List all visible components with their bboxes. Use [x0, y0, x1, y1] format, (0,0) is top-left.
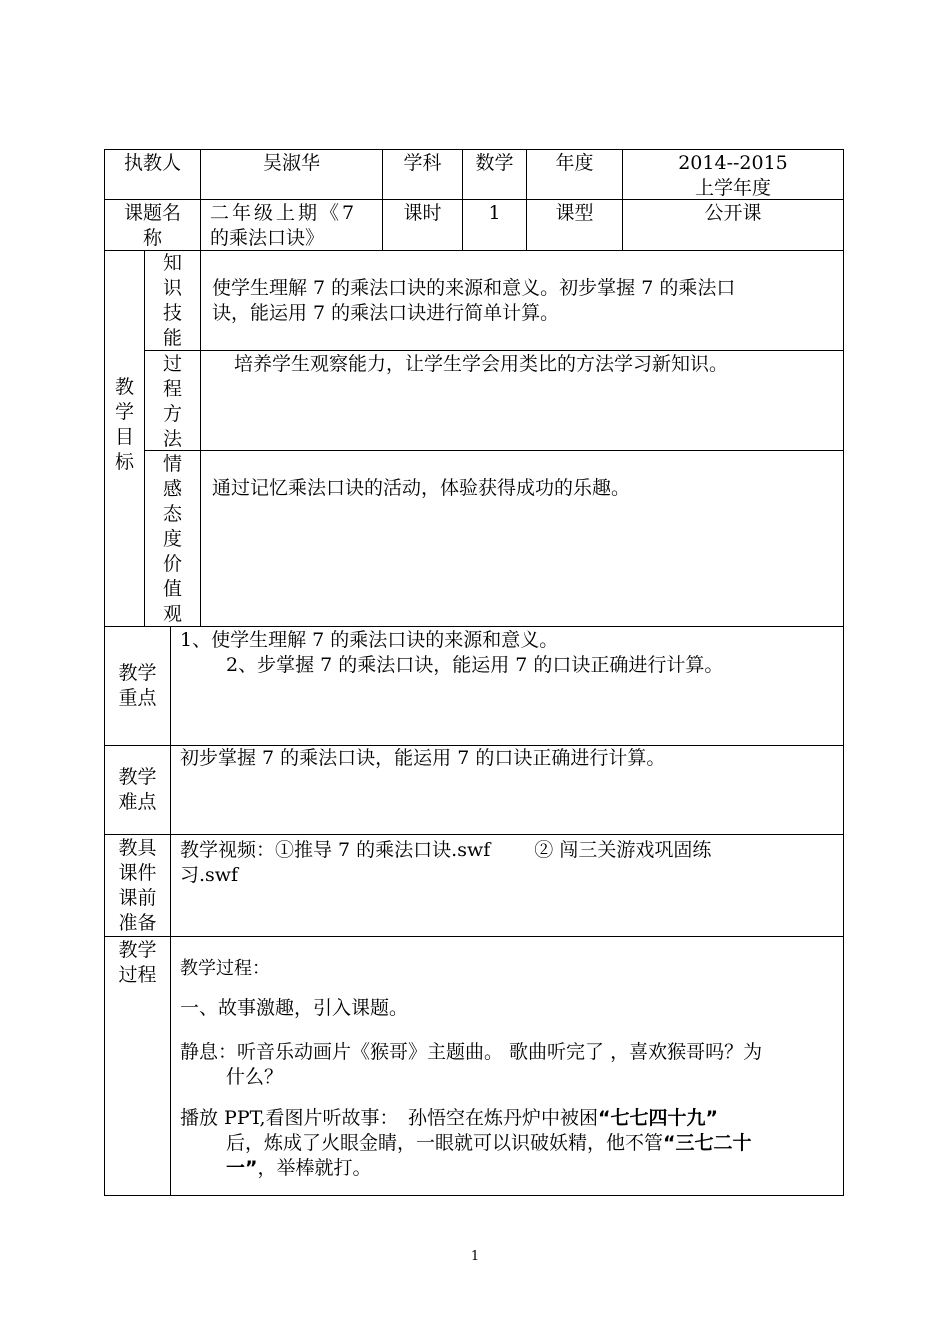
knowledge-text-line2: 诀，能运用 7 的乘法口诀进行简单计算。	[212, 302, 560, 324]
process-label-char: 程	[162, 378, 182, 400]
emotion-text: 通过记忆乘法口诀的活动，体验获得成功的乐趣。	[212, 477, 631, 499]
process-label-line1: 教学	[118, 939, 157, 961]
materials-label-line: 准备	[118, 912, 157, 934]
ppt-highlight: “三七二十	[663, 1132, 752, 1154]
page-number: 1	[470, 1249, 480, 1264]
process-ppt-line2	[180, 1131, 842, 1156]
ppt-highlight: 一”	[226, 1157, 258, 1179]
process-quiet-line1: 静息：听音乐动画片《猴哥》主题曲。 歌曲听完了 ，喜欢猴哥吗？为	[180, 1041, 763, 1063]
process-ppt-line1	[180, 1106, 842, 1131]
lesson-title-label	[105, 201, 200, 251]
lesson-title-line2: 的乘法口诀》	[210, 227, 325, 249]
process-quiet-line2: 什么？	[226, 1066, 284, 1088]
difficulties-label-line1: 教学	[118, 766, 157, 788]
key-point-1: 1、使学生理解 7 的乘法口诀的来源和意义。	[180, 629, 559, 651]
knowledge-text	[212, 276, 840, 326]
emotion-label-char: 情	[162, 453, 182, 475]
materials-label	[105, 836, 170, 936]
goals-label-char: 教	[114, 376, 134, 398]
materials-label-line: 课件	[118, 862, 157, 884]
process-ppt	[180, 1106, 842, 1181]
goals-label-char: 目	[114, 426, 134, 448]
lesson-title-label-line2: 称	[142, 227, 162, 249]
period-label: 课时	[403, 202, 442, 224]
process-label-char: 过	[162, 353, 182, 375]
teacher-name: 吴淑华	[262, 152, 320, 174]
process-method-label	[145, 352, 200, 452]
ppt-text: 后，炼成了火眼金睛，一眼就可以识破妖精，他不管	[226, 1132, 664, 1154]
emotion-label-char: 观	[162, 603, 182, 625]
key-point-2: 2、步掌握 7 的乘法口诀，能运用 7 的口诀正确进行计算。	[226, 654, 724, 676]
year-value	[623, 151, 843, 201]
materials-text	[180, 838, 840, 888]
difficulties-text: 初步掌握 7 的乘法口诀，能运用 7 的口诀正确进行计算。	[180, 747, 666, 769]
emotion-label-char: 价	[162, 553, 182, 575]
knowledge-label-char: 能	[162, 327, 182, 349]
process-ppt-line3	[180, 1156, 842, 1181]
materials-label-line: 教具	[118, 837, 157, 859]
year-term: 上学年度	[694, 177, 771, 199]
year-range: 2014--2015	[678, 152, 788, 174]
process-label	[105, 938, 170, 988]
process-label-line2: 过程	[118, 964, 157, 986]
key-points-label-line1: 教学	[118, 662, 157, 684]
key-points-label-line2: 重点	[118, 687, 157, 709]
difficulties-label-line2: 难点	[118, 791, 157, 813]
lesson-type-label: 课型	[555, 202, 594, 224]
emotion-label-char: 态	[162, 503, 182, 525]
knowledge-label	[145, 251, 200, 351]
process-label-char: 法	[162, 428, 182, 450]
process-quiet	[180, 1040, 840, 1090]
subject-value: 数学	[475, 152, 514, 174]
process-step-1: 一、故事激趣，引入课题。	[180, 997, 409, 1019]
subject-label: 学科	[403, 152, 442, 174]
teacher-label: 执教人	[123, 152, 181, 174]
materials-label-line: 课前	[118, 887, 157, 909]
ppt-text: 播放 PPT,看图片听故事： 孙悟空在炼丹炉中被困	[180, 1107, 599, 1129]
emotion-label-char: 感	[162, 478, 182, 500]
lesson-title-value	[210, 201, 380, 251]
process-label-char: 方	[162, 403, 182, 425]
emotion-label-char: 度	[162, 528, 182, 550]
process-method-text: 培养学生观察能力，让学生学会用类比的方法学习新知识。	[234, 353, 729, 375]
knowledge-label-char: 识	[162, 277, 182, 299]
emotion-label	[145, 452, 200, 627]
lesson-title-line1: 二年级上期《7	[210, 202, 358, 224]
ppt-text: ，举棒就打。	[257, 1157, 372, 1179]
materials-line2: 习.swf	[180, 864, 239, 886]
ppt-highlight: “七七四十九”	[598, 1107, 719, 1129]
materials-line1: 教学视频：①推导 7 的乘法口诀.swf ② 闯三关游戏巩固练	[180, 839, 712, 861]
key-points-text	[180, 628, 840, 678]
knowledge-label-char: 知	[162, 252, 182, 274]
goals-label-char: 标	[114, 451, 134, 473]
goals-label-char: 学	[114, 401, 134, 423]
lesson-title-label-line1: 课题名	[123, 202, 181, 224]
period-value: 1	[488, 202, 501, 224]
key-points-label	[105, 661, 170, 711]
emotion-label-char: 值	[162, 578, 182, 600]
year-label: 年度	[555, 152, 594, 174]
process-heading: 教学过程：	[180, 958, 270, 979]
lesson-type-value: 公开课	[704, 202, 762, 224]
difficulties-label	[105, 765, 170, 815]
knowledge-label-char: 技	[162, 302, 182, 324]
goals-label	[105, 375, 144, 475]
knowledge-text-line1: 使学生理解 7 的乘法口诀的来源和意义。初步掌握 7 的乘法口	[212, 277, 736, 299]
